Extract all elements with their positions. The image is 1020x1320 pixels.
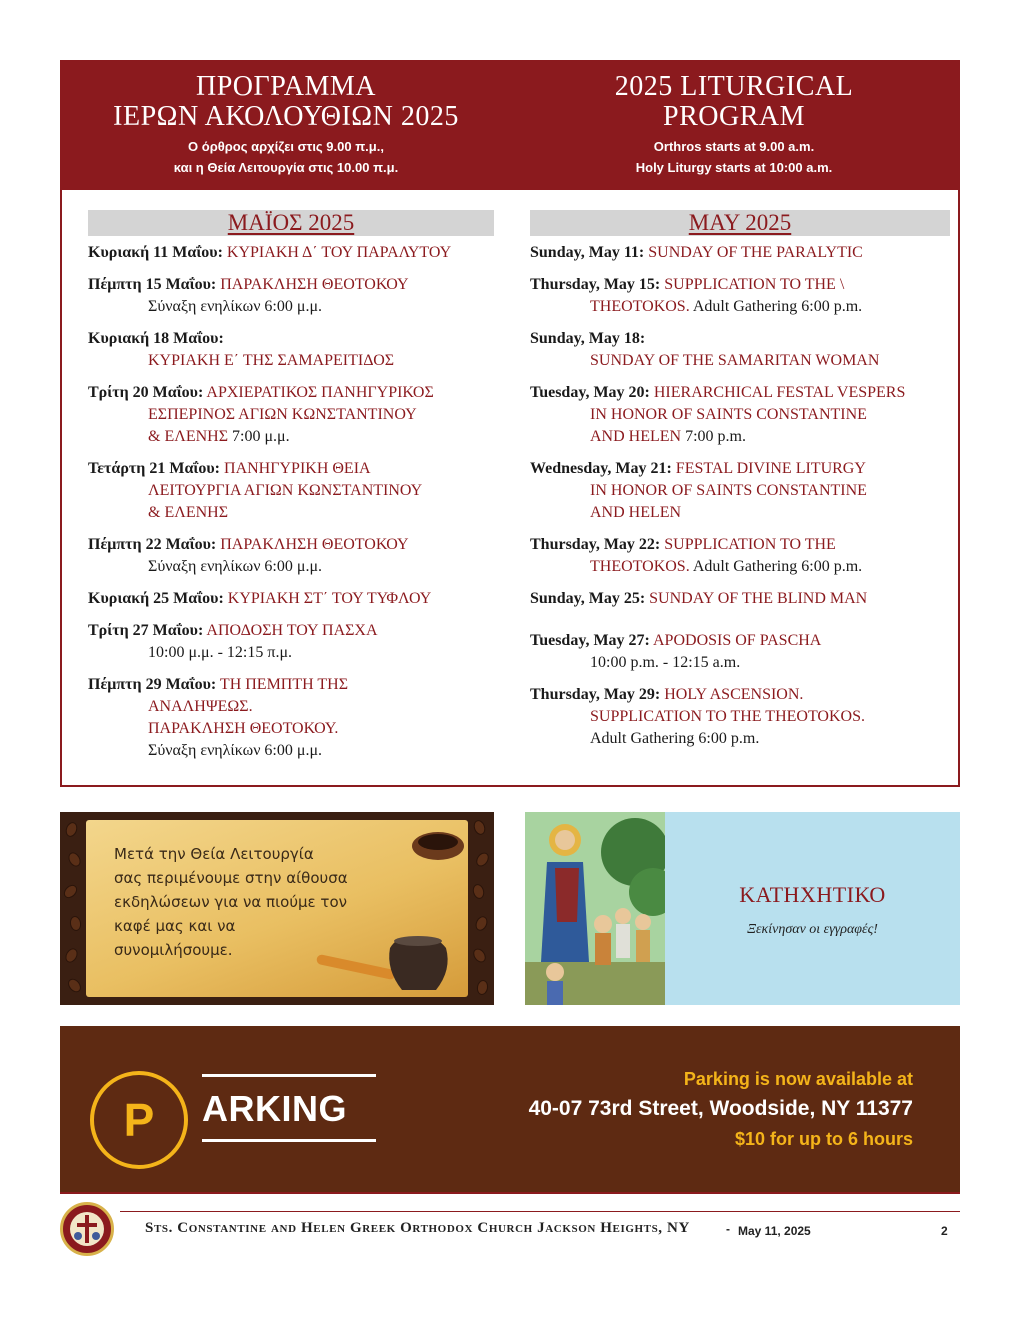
coffee-bean-decoration (471, 946, 489, 965)
coffee-bean-decoration (471, 883, 486, 900)
entry-title: ΠΑΡΑΚΛΗΣΗ ΘΕΟΤΟΚΟΥ (220, 276, 409, 293)
coffee-text-line: εκδηλώσεων για να πιούμε τον (114, 893, 348, 911)
parking-availability: Parking is now available at (683, 1069, 913, 1089)
entry-title: IN HONOR OF SAINTS CONSTANTINE (590, 406, 867, 423)
greek-title-line1: ΠΡΟΓΡΑΜΜΑ (196, 71, 376, 102)
schedule-entry (88, 328, 498, 372)
entry-title: SUNDAY OF THE PARALYTIC (648, 244, 863, 261)
schedule-entry (530, 274, 950, 318)
greek-month-heading: ΜΑΪΟΣ 2025 (88, 210, 494, 236)
entry-title: ΕΣΠΕΡΙΝΟΣ ΑΓΙΩΝ ΚΩΝΣΤΑΝΤΙΝΟΥ (148, 406, 417, 423)
entry-title: ΚΥΡΙΑΚΗ ΣΤ΄ ΤΟΥ ΤΥΦΛΟΥ (227, 590, 432, 607)
entry-title: THEOTOKOS. (590, 558, 690, 575)
coffee-bean-decoration (65, 976, 83, 995)
coffee-text-line: καφέ μας και να (114, 917, 236, 935)
entry-title: HOLY ASCENSION. (664, 686, 804, 703)
entry-date: Thursday, May 29: (530, 686, 661, 703)
entry-date: Τετάρτη 21 Μαΐου: (88, 460, 221, 477)
entry-title: ΑΝΑΛΗΨΕΩΣ. (148, 698, 253, 715)
schedule-entry (530, 242, 950, 264)
english-subtitle-line1: Orthros starts at 9.00 a.m. (653, 139, 815, 154)
coffee-bean-decoration (63, 946, 80, 964)
footer-church-name: Sts. Constantine and Helen Greek Orthodox Church Jackson Heights, NY (145, 1220, 690, 1236)
church-seal-icon (63, 1205, 111, 1253)
entry-title: SUPPLICATION TO THE (664, 536, 836, 553)
schedule-entry (88, 620, 498, 664)
coffee-bean-decoration (69, 915, 82, 932)
schedule-entry (530, 534, 950, 578)
entry-date: Thursday, May 22: (530, 536, 661, 553)
entry-title: SUNDAY OF THE BLIND MAN (649, 590, 868, 607)
schedule-entry (530, 630, 950, 674)
entry-date: Πέμπτη 15 Μαΐου: (88, 276, 217, 293)
entry-title: ΤΗ ΠΕΜΠΤΗ ΤΗΣ (219, 676, 349, 693)
schedule-entry (88, 242, 498, 264)
english-title-line1: 2025 LITURGICAL (614, 71, 854, 102)
greek-header (62, 72, 510, 178)
schedule-entry (530, 382, 950, 448)
coffee-pot-icon (86, 820, 468, 997)
entry-title: AND HELEN (590, 428, 682, 445)
entry-note: 10:00 μ.μ. - 12:15 π.μ. (148, 644, 293, 661)
catechism-title: ΚΑΤΗΧΗΤΙΚΟ (739, 882, 886, 907)
schedule-entry (88, 458, 498, 524)
footer-date: May 11, 2025 (738, 1224, 811, 1238)
greek-subtitle-line2: και η Θεία Λειτουργία στις 10.00 π.μ. (173, 160, 399, 175)
schedule-entry (88, 588, 498, 610)
greek-subtitle-line1: Ο όρθρος αρχίζει στις 9.00 π.μ., (188, 139, 384, 154)
greek-title-line2: ΙΕΡΩΝ ΑΚΟΛΟΥΘΙΩΝ 2025 (113, 101, 459, 132)
entry-title: SUNDAY OF THE SAMARITAN WOMAN (590, 352, 880, 369)
english-subtitle-line2: Holy Liturgy starts at 10:00 a.m. (635, 160, 833, 175)
entry-date: Τρίτη 27 Μαΐου: (88, 622, 204, 639)
footer-underline (120, 1211, 960, 1212)
entry-title: ΚΥΡΙΑΚΗ Ε΄ ΤΗΣ ΣΑΜΑΡΕΙΤΙΔΟΣ (148, 352, 395, 369)
footer-divider (60, 1192, 960, 1194)
schedule-entry (530, 588, 950, 610)
entry-date: Sunday, May 11: (530, 244, 645, 261)
schedule-entry (88, 534, 498, 578)
entry-date: Wednesday, May 21: (530, 460, 672, 477)
entry-title: ΑΡΧΙΕΡΑΤΙΚΟΣ ΠΑΝΗΓΥΡΙΚΟΣ (206, 384, 434, 401)
entry-note: Adult Gathering 6:00 p.m. (590, 730, 760, 747)
entry-note: 10:00 p.m. - 12:15 a.m. (590, 654, 741, 671)
entry-note: Σύναξη ενηλίκων 6:00 μ.μ. (148, 298, 323, 315)
coffee-bean-decoration (64, 821, 79, 839)
coffee-text-line: συνομιλήσουμε. (114, 941, 233, 959)
parking-address: 40-07 73rd Street, Woodside, NY 11377 (528, 1097, 913, 1120)
coffee-hour-banner (60, 812, 494, 1005)
entry-title: ΚΥΡΙΑΚΗ Δ΄ ΤΟΥ ΠΑΡΑΛΥΤΟΥ (226, 244, 452, 261)
coffee-bean-decoration (476, 979, 489, 996)
parking-rule-top (202, 1074, 376, 1077)
english-title-line2: PROGRAM (663, 101, 805, 132)
parking-banner (60, 1026, 960, 1192)
entry-title: & ΕΛΕΝΗΣ (148, 504, 229, 521)
schedule-entry (530, 328, 950, 372)
entry-title: ΠΑΝΗΓΥΡΙΚΗ ΘΕΙΑ (224, 460, 371, 477)
entry-date: Κυριακή 18 Μαΐου: (88, 330, 224, 347)
program-header (62, 62, 958, 190)
schedule-entry (88, 274, 498, 318)
christ-with-children-icon (525, 812, 665, 1005)
footer-separator: - (726, 1222, 730, 1236)
entry-date: Sunday, May 18: (530, 330, 646, 347)
parking-letter: P (123, 1094, 155, 1146)
church-seal-logo (60, 1202, 114, 1256)
entry-note: Σύναξη ενηλίκων 6:00 μ.μ. (148, 558, 323, 575)
entry-title: ΠΑΡΑΚΛΗΣΗ ΘΕΟΤΟΚΟΥ (220, 536, 409, 553)
entry-title: HIERARCHICAL FESTAL VESPERS (653, 384, 906, 401)
entry-date: Τρίτη 20 Μαΐου: (88, 384, 204, 401)
schedule-entry (530, 458, 950, 524)
entry-note: Σύναξη ενηλίκων 6:00 μ.μ. (148, 742, 323, 759)
parking-rule-bottom (202, 1139, 376, 1142)
coffee-bean-decoration (66, 850, 83, 868)
page-number: 2 (941, 1224, 948, 1238)
coffee-text-line: Μετά την Θεία Λειτουργία (114, 845, 314, 863)
catechism-subtitle: Ξεκίνησαν οι εγγραφές! (747, 922, 878, 937)
entry-title: SUPPLICATION TO THE THEOTOKOS. (590, 708, 865, 725)
english-header (510, 72, 958, 178)
entry-title: ΑΠΟΔΟΣΗ ΤΟΥ ΠΑΣΧΑ (206, 622, 378, 639)
entry-title: FESTAL DIVINE LITURGY (675, 460, 866, 477)
entry-date: Tuesday, May 20: (530, 384, 650, 401)
entry-time: 7:00 μ.μ. (232, 428, 290, 445)
entry-title: APODOSIS OF PASCHA (653, 632, 822, 649)
entry-title: IN HONOR OF SAINTS CONSTANTINE (590, 482, 867, 499)
entry-note: Adult Gathering 6:00 p.m. (692, 558, 863, 575)
coffee-bean-decoration (61, 882, 79, 900)
entry-date: Κυριακή 11 Μαΐου: (88, 244, 223, 261)
entry-date: Κυριακή 25 Μαΐου: (88, 590, 224, 607)
entry-title: & ΕΛΕΝΗΣ (148, 428, 229, 445)
coffee-text-line: σας περιμένουμε στην αίθουσα (114, 869, 348, 887)
parking-word: ARKING (202, 1088, 347, 1129)
entry-date: Thursday, May 15: (530, 276, 661, 293)
parking-p-icon (90, 1071, 188, 1169)
entry-date: Sunday, May 25: (530, 590, 646, 607)
coffee-note-card (86, 820, 468, 997)
entry-title: SUPPLICATION TO THE \ (664, 276, 845, 293)
entry-date: Tuesday, May 27: (530, 632, 650, 649)
entry-title: THEOTOKOS. (590, 298, 690, 315)
schedule-entry (88, 382, 498, 448)
catechism-banner (525, 812, 960, 1005)
entry-title: ΠΑΡΑΚΛΗΣΗ ΘΕΟΤΟΚΟΥ. (148, 720, 339, 737)
coffee-bean-decoration (472, 819, 487, 837)
entry-title: AND HELEN (590, 504, 682, 521)
parking-fee: $10 for up to 6 hours (734, 1129, 913, 1149)
english-month-heading: MAY 2025 (530, 210, 950, 236)
coffee-bean-decoration (474, 850, 492, 869)
entry-title: ΛΕΙΤΟΥΡΓΙΑ ΑΓΙΩΝ ΚΩΝΣΤΑΝΤΙΝΟΥ (148, 482, 423, 499)
entry-time: 7:00 p.m. (685, 428, 746, 445)
schedule-entry (530, 684, 950, 750)
entry-date: Πέμπτη 29 Μαΐου: (88, 676, 217, 693)
parking-info (473, 1068, 913, 1150)
schedule-entry (88, 674, 498, 762)
liturgical-program (60, 60, 960, 787)
coffee-bean-decoration (473, 914, 489, 932)
entry-note: Adult Gathering 6:00 p.m. (692, 298, 863, 315)
entry-date: Πέμπτη 22 Μαΐου: (88, 536, 217, 553)
